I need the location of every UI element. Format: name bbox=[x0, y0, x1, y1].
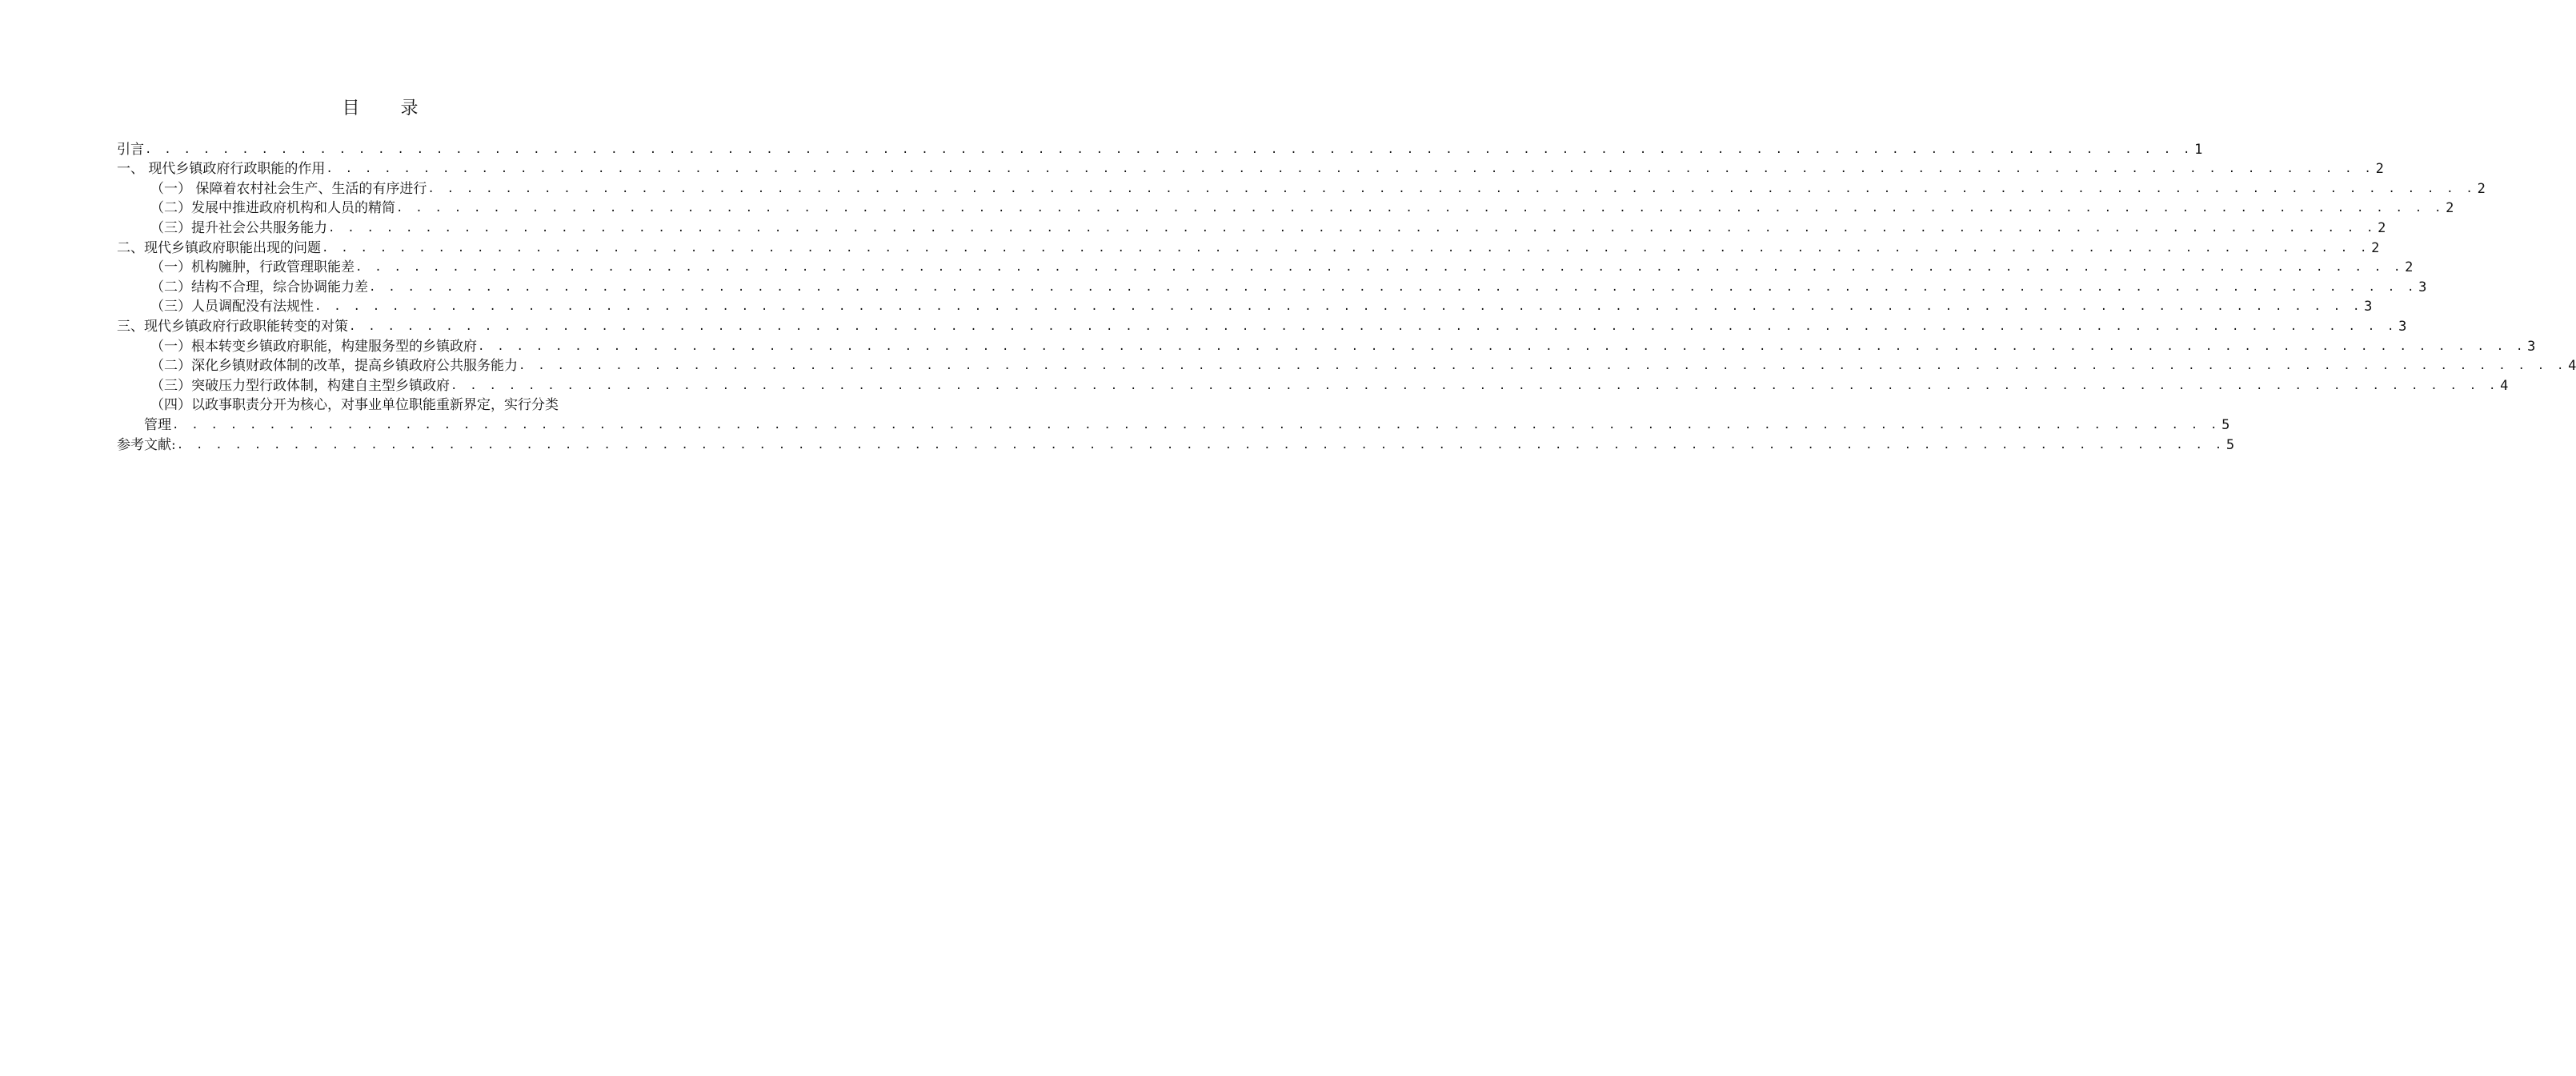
dot-leader: . . . . . . . . . . . . . . . . . . . . . . . . . . . . . . . . . . . . . . . . . . . . . . . . . . . . . . . . . . . . . . . . . . . . . . . . . . . . . . . . . . . . . . . . . . . . . . . . . . . . . . . . . . bbox=[519, 359, 2567, 373]
dot-leader: . . . . . . . . . . . . . . . . . . . . . . . . . . . . . . . . . . . . . . . . . . . . . . . . . . . . . . . . . . . . . . . . . . . . . . . . . . . . . . . . . . . . . . . . . . . . . . . . . . . . . . . . . . bbox=[355, 261, 2404, 275]
dot-leader: . . . . . . . . . . . . . . . . . . . . . . . . . . . . . . . . . . . . . . . . . . . . . . . . . . . . . . . . . . . . . . . . . . . . . . . . . . . . . . . . . . . . . . . . . . . . . . . . . . . . . . . . . . bbox=[176, 438, 2225, 452]
toc-page-number: 4 bbox=[2568, 358, 2576, 375]
toc-entry-text-continued: 管理 bbox=[144, 416, 171, 433]
toc-entry-introduction[interactable] bbox=[117, 139, 2203, 159]
dot-leader: . . . . . . . . . . . . . . . . . . . . . . . . . . . . . . . . . . . . . . . . . . . . . . . . . . . . . . . . . . . . . . . . . . . . . . . . . . . . . . . . . . . . . . . . . . . . . . . . . . . . . . . . . . bbox=[396, 202, 2445, 215]
toc-entry-text: 二、现代乡镇政府职能出现的问题 bbox=[117, 239, 321, 256]
toc-entry-section-1-1[interactable] bbox=[117, 179, 2486, 199]
toc-page-number: 2 bbox=[2375, 161, 2384, 178]
toc-entry-text: （三）提升社会公共服务能力 bbox=[150, 219, 327, 236]
toc-entry-text: （三）人员调配没有法规性 bbox=[150, 299, 314, 315]
toc-entry-text: （二）发展中推进政府机构和人员的精简 bbox=[150, 200, 395, 217]
toc-entry-text: 一、 现代乡镇政府行政职能的作用 bbox=[117, 161, 326, 178]
toc-page-number: 5 bbox=[2225, 436, 2235, 453]
dot-leader: . . . . . . . . . . . . . . . . . . . . . . . . . . . . . . . . . . . . . . . . . . . . . . . . . . . . . . . . . . . . . . . . . . . . . . . . . . . . . . . . . . . . . . . . . . . . . . . . . . . . . . . . . . bbox=[172, 418, 2221, 432]
toc-page-number: 4 bbox=[2500, 377, 2509, 394]
dot-leader: . . . . . . . . . . . . . . . . . . . . . . . . . . . . . . . . . . . . . . . . . . . . . . . . . . . . . . . . . . . . . . . . . . . . . . . . . . . . . . . . . . . . . . . . . . . . . . . . . . . . . . . . . . bbox=[328, 221, 2377, 235]
dot-leader: . . . . . . . . . . . . . . . . . . . . . . . . . . . . . . . . . . . . . . . . . . . . . . . . . . . . . . . . . . . . . . . . . . . . . . . . . . . . . . . . . . . . . . . . . . . . . . . . . . . . . . . . . . bbox=[478, 339, 2526, 353]
toc-entry-section-2-1[interactable] bbox=[117, 258, 2414, 278]
toc-entry-text: 参考文献: bbox=[117, 436, 176, 453]
toc-page-number: 5 bbox=[2221, 416, 2230, 433]
toc-entry-section-2-3[interactable] bbox=[117, 297, 2373, 317]
toc-page-number: 2 bbox=[2405, 259, 2414, 276]
toc-entry-section-3-4-continued[interactable] bbox=[117, 415, 2230, 435]
toc-entry-text: （二）深化乡镇财政体制的改革，提高乡镇政府公共服务能力 bbox=[150, 358, 518, 375]
toc-entry-text: （一）机构臃肿，行政管理职能差 bbox=[150, 259, 355, 276]
dot-leader: . . . . . . . . . . . . . . . . . . . . . . . . . . . . . . . . . . . . . . . . . . . . . . . . . . . . . . . . . . . . . . . . . . . . . . . . . . . . . . . . . . . . . . . . . . . . . . . . . . . . . . . . . . bbox=[369, 280, 2418, 294]
toc-page-number: 3 bbox=[2398, 318, 2407, 335]
toc-page-number: 2 bbox=[2378, 219, 2386, 236]
dot-leader: . . . . . . . . . . . . . . . . . . . . . . . . . . . . . . . . . . . . . . . . . . . . . . . . . . . . . . . . . . . . . . . . . . . . . . . . . . . . . . . . . . . . . . . . . . . . . . . . . . . . . . . . . . bbox=[427, 182, 2476, 195]
dot-leader: . . . . . . . . . . . . . . . . . . . . . . . . . . . . . . . . . . . . . . . . . . . . . . . . . . . . . . . . . . . . . . . . . . . . . . . . . . . . . . . . . . . . . . . . . . . . . . . . . . . . . . . . . . bbox=[349, 319, 2398, 333]
toc-entry-section-1-2[interactable] bbox=[117, 199, 2454, 219]
toc-entry-section-3-4[interactable] bbox=[117, 395, 682, 416]
toc-entry-section-3[interactable] bbox=[117, 316, 2407, 336]
toc-entry-text: （二）结构不合理，综合协调能力差 bbox=[150, 279, 368, 295]
dot-leader: . . . . . . . . . . . . . . . . . . . . . . . . . . . . . . . . . . . . . . . . . . . . . . . . . . . . . . . . . . . . . . . . . . . . . . . . . . . . . . . . . . . . . . . . . . . . . . . . . . . . . . . . . . bbox=[322, 241, 2370, 255]
toc-title: 目 录 bbox=[342, 98, 436, 118]
toc-entry-references[interactable] bbox=[117, 435, 2235, 455]
dot-leader: . . . . . . . . . . . . . . . . . . . . . . . . . . . . . . . . . . . . . . . . . . . . . . . . . . . . . . . . . . . . . . . . . . . . . . . . . . . . . . . . . . . . . . . . . . . . . . . . . . . . . . . . . . bbox=[451, 379, 2499, 392]
toc-entry-text: 引言 bbox=[117, 141, 144, 158]
dot-leader: . . . . . . . . . . . . . . . . . . . . . . . . . . . . . . . . . . . . . . . . . . . . . . . . . . . . . . . . . . . . . . . . . . . . . . . . . . . . . . . . . . . . . . . . . . . . . . . . . . . . . . . . . . bbox=[326, 163, 2374, 176]
toc-entry-text: 三、现代乡镇政府行政职能转变的对策 bbox=[117, 318, 348, 335]
toc-entry-section-2-2[interactable] bbox=[117, 277, 2427, 297]
toc-page-number: 2 bbox=[2477, 180, 2486, 197]
dot-leader: . . . . . . . . . . . . . . . . . . . . . . . . . . . . . . . . . . . . . . . . . . . . . . . . . . . . . . . . . . . . . . . . . . . . . . . . . . . . . . . . . . . . . . . . . . . . . . . . . . . . . . . . . . bbox=[145, 143, 2193, 156]
toc-entry-text: （一）根本转变乡镇政府职能，构建服务型的乡镇政府 bbox=[150, 338, 477, 355]
table-of-contents bbox=[117, 139, 2576, 455]
toc-entry-text: （四）以政事职责分开为核心，对事业单位职能重新界定，实行分类 bbox=[150, 397, 559, 414]
toc-page-number: 3 bbox=[2364, 299, 2373, 315]
toc-page-number: 2 bbox=[2371, 239, 2380, 256]
toc-entry-section-2[interactable] bbox=[117, 238, 2380, 258]
toc-entry-section-1-3[interactable] bbox=[117, 218, 2386, 238]
toc-entry-section-3-3[interactable] bbox=[117, 375, 2509, 395]
toc-entry-section-3-2[interactable] bbox=[117, 356, 2576, 376]
toc-page-number: 1 bbox=[2194, 141, 2203, 158]
toc-entry-section-3-1[interactable] bbox=[117, 336, 2536, 356]
toc-entry-text: （三）突破压力型行政体制，构建自主型乡镇政府 bbox=[150, 377, 450, 394]
dot-leader: . . . . . . . . . . . . . . . . . . . . . . . . . . . . . . . . . . . . . . . . . . . . . . . . . . . . . . . . . . . . . . . . . . . . . . . . . . . . . . . . . . . . . . . . . . . . . . . . . . . . . . . . . . bbox=[314, 300, 2363, 314]
toc-entry-text: （一） 保障着农村社会生产、生活的有序进行 bbox=[150, 180, 427, 197]
toc-page-number: 2 bbox=[2446, 200, 2454, 217]
toc-page-number: 3 bbox=[2527, 338, 2536, 355]
toc-entry-section-1[interactable] bbox=[117, 159, 2384, 179]
toc-page-number: 3 bbox=[2418, 279, 2427, 295]
